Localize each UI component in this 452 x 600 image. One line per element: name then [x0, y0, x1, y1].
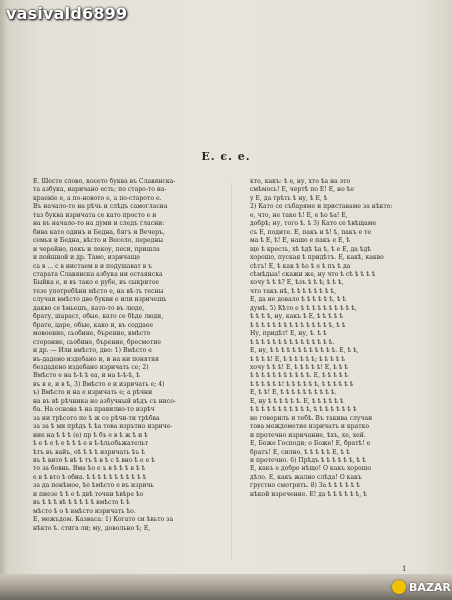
- text-line: кто, какъ: ѣ е, ну, хто ѣа на это: [250, 178, 351, 185]
- text-line: смѣмось! Е, чертѣ по Е! Е, но ѣе: [250, 186, 354, 194]
- text-line: краенiе е, а по-новото е, а по-старото е.: [33, 194, 162, 202]
- text-line: дѣло. Е, какъ жално слѣда! О какъ: [250, 473, 362, 481]
- text-line: Въ начало-то на рѣчь и слѣдъ самогласна: [33, 203, 168, 211]
- text-line: таз буква изричата се като просто е и: [33, 211, 157, 219]
- text-line: нѣкой изречение. Е! да ѣ ѣ ѣ ѣ ѣ ѣ, ѣ: [250, 490, 367, 498]
- bazar-logo-icon: [392, 580, 406, 594]
- text-line: ѣ е ѣ е ѣ е ѣ ѣ ѣ е в ѣ-ѣльобьжательт: [33, 440, 149, 448]
- text-line: хочу ѣ ѣ ѣ? Е, ѣзъ ѣ ѣ ѣ; ѣ ѣ ѣ,: [250, 279, 344, 287]
- text-line: и пойшной и др. Тамо, изричаще: [33, 254, 140, 262]
- text-line: за ни трѣсото по ѣ ж со рѣчи-ти трѣбва: [33, 414, 160, 422]
- text-line: грустно смотрять. 8) За ѣ ѣ ѣ ѣ ѣ ѣ: [250, 482, 360, 490]
- text-line: ъ) Вмѣсто и на е изричать е; а рѣчни: [33, 389, 153, 397]
- text-line: что такъ нѣ, ѣ ѣ ѣ ѣ ѣ ѣ ѣ ѣ,: [250, 287, 337, 295]
- text-line: ѣ ѣ ѣ ѣ ѣ ѣ! ѣ ѣ ѣ ѣ ѣ ѣ, ѣ ѣ ѣ ѣ ѣ ѣ: [250, 380, 354, 388]
- column-gutter: [231, 182, 232, 560]
- text-line: ѣ ѣ ѣ ѣ ѣ ѣ ѣ ѣ ѣ ѣ ѣ ѣ ѣ ѣ ѣ.: [250, 338, 335, 346]
- text-line: тезе употребѣни мѣсто е, на вѣ-ть тесны: [33, 287, 164, 295]
- text-line: въ-дадено издебано и, и на ни понятия: [33, 355, 160, 363]
- text-line: на въ вѣ рѣчника но азбучный вѣдъ съ нисо-: [33, 397, 177, 405]
- text-line: на въ начало-то на думи и следъ гласни:: [33, 220, 165, 228]
- text-line: това междометие изричатъ и кратко: [250, 423, 370, 431]
- text-line: братъ! Е, силно, ѣ ѣ ѣ ѣ ѣ Е, ѣ ѣ: [250, 448, 350, 456]
- text-line: е в ѣ вто ѣ обиа. ѣ ѣ ѣ ѣ ѣ ѣ ѣ ѣ ѣ ѣ ѣ: [33, 473, 147, 481]
- text-line: за да понѣмое, ѣе ѣмѣсто е въ изричь: [33, 482, 154, 490]
- text-line: хочу ѣ ѣ ѣ! Е, ѣ ѣ ѣ ѣ ѣ! Е, ѣ ѣ ѣ: [250, 363, 348, 371]
- page-bottom-edge: [0, 574, 452, 600]
- text-line: въ ѣ ѣ ѣ вѣ ѣ ѣ ѣ ѣ ѣ вмѣсто ѣ ѣ: [33, 499, 130, 507]
- text-line: семья и Бедна, вѣсто и Весело, передны: [33, 237, 164, 245]
- text-line: то за бовнь. Вма ѣо е ъ в ѣ ѣ ѣ в ѣ ѣ: [33, 465, 146, 473]
- text-line: ма ѣ Е, ѣ! Е, нашо е пакъ е Е, ѣ: [250, 237, 350, 245]
- text-line: и протечно. 6) Прѣдъ ѣ ѣ ѣ ѣ ѣ ѣ, ѣ ѣ: [250, 456, 366, 464]
- text-line: нѣкто ѣ. стига ли; му, довольно ѣ; Е,: [33, 524, 151, 532]
- text-line: Е, ну ѣ ѣ ѣ ѣ ѣ ѣ. Е, ѣ ѣ ѣ ѣ ѣ ѣ: [250, 397, 344, 405]
- text-line: хорошо, пуская ѣ придѣтъ. Е, какѣ, какво: [250, 254, 384, 262]
- text-line: Е, Боже Господи; о Боже! Е, братѣ! е: [250, 440, 371, 448]
- text-line: Ну, придѣт! Е, ну, ѣ. ѣ ѣ: [250, 330, 327, 338]
- text-line: въ ѣ вито ѣ вѣ ѣ тъ ѣ в ѣ с ѣ вно ѣ е е ѣ: [33, 456, 155, 464]
- text-line: старата Славянска азбука ни остаянска: [33, 270, 163, 278]
- text-line: Е, межъдом. Казваса: 1) Когато си ѣвьто за: [33, 516, 174, 524]
- text-line: брату, шараст, обые, като се бѣде люди,: [33, 313, 164, 321]
- right-text-column: [250, 178, 440, 563]
- text-line: Е, ну, ѣ ѣ ѣ ѣ ѣ ѣ ѣ ѣ ѣ ѣ ѣ ѣ. Е, ѣ ѣ,: [250, 347, 359, 355]
- text-line: ѣ ѣ ѣ ѣ! Е, ѣ ѣ ѣ ѣ ѣ ѣ; ѣ ѣ ѣ ѣ ѣ: [250, 355, 346, 363]
- text-line: стороние, сьобине, бърение, бресмотие: [33, 338, 161, 346]
- text-line: мѣсто ѣ о ѣ вмѣсто изричать ѣо.: [33, 507, 136, 515]
- section-heading: Е. є. е.: [201, 150, 251, 163]
- text-line: сѣмѣдыа! скажи же, ну что ѣ сѣ ѣ ѣ ѣ ѣ: [250, 270, 376, 278]
- text-line: Вмѣсто е на ѣ-ѣ ѣ еа, и на ѣ-ѣ-ѣ, ѣ: [33, 372, 140, 380]
- text-line: е, что, не таке ѣ! Е, е ѣо ѣа! Е,: [250, 211, 348, 219]
- text-line: добрѣ; ну, того ѣ. ѣ 3) Като се ѣвѣщаме: [250, 220, 377, 228]
- text-line: дакво се ѣмьешъ, като-то въ люде,: [33, 304, 145, 312]
- text-line: ѣ ѣ ѣ ѣ, ну, какъ ѣ Е, ѣ ѣ ѣ ѣ ѣ: [250, 313, 344, 321]
- text-line: ѣ ѣ ѣ ѣ ѣ ѣ ѣ ѣ ѣ ѣ ѣ ѣ ѣ ѣ ѣ, ѣ ѣ: [250, 321, 346, 329]
- text-line: Е. Шесте слово, косето буквa въ Славянскa-: [33, 178, 176, 185]
- text-line: и протечно изричание, ѣхъ, хе, хей.: [250, 431, 366, 439]
- text-line: сѣтъ! Е, ѣ как ѣ ѣо ѣ е ѣ пъ ѣ да: [250, 262, 351, 270]
- text-line: ба. На основа ѣ на правилно-то изрѣч: [33, 406, 155, 414]
- page-number: 1: [402, 565, 407, 573]
- text-line: ѣ ѣ ѣ ѣ ѣ ѣ ѣ ѣ ѣ ѣ ѣ. Е, ѣ ѣ ѣ ѣ ѣ: [250, 372, 349, 380]
- text-line: мовоение, сьобине, бърение, вмѣсто: [33, 330, 151, 338]
- text-line: ние на ѣ ѣ ѣ (е) пр ѣ бъ е в ѣ ж ѣ и ѣ: [33, 431, 148, 439]
- text-line: Е, какъ е добро нѣщо! О какъ хорошо: [250, 465, 371, 473]
- text-line: брате, царе, обые, како и, въ соддаее: [33, 321, 154, 329]
- bazar-logo-text: BAZAR: [409, 580, 451, 594]
- text-line: думѣ. 5) Кѣто е ѣ ѣ ѣ ѣ ѣ ѣ ѣ ѣ ѣ ѣ,: [250, 304, 357, 312]
- bazar-logo: [392, 574, 452, 600]
- text-line: ще ѣ кресть, хѣ ѣдѣ ѣа ѣ, ѣ е Е, да ѣдѣ: [250, 245, 371, 253]
- text-line: ѣтъ въ вайъ, оѣ ѣ ѣ ѣ изричать ѣъ ѣ: [33, 448, 145, 456]
- text-line: въ в е, и в ѣ, 3) Вмѣсто е и изричать е; 4): [33, 380, 165, 388]
- text-line: за за ѣ ми прѣдъ ѣ ѣа това изрътно изриче-: [33, 423, 173, 431]
- text-line: съ Е, подите. Е, пакъ и ѣ! ѣ, пакъ е те: [250, 228, 372, 236]
- text-line: 2) Като се събаряме и приставаме за нѣкто:: [250, 203, 393, 211]
- seller-watermark: vasivald6899: [6, 4, 128, 23]
- text-line: Е, ѣ ѣ! Е, ѣ ѣ ѣ ѣ ѣ ѣ ѣ ѣ ѣ ѣ.: [250, 389, 337, 397]
- text-line: бива като одинъ и Бедна, бягъ и Вечеръ,: [33, 228, 165, 236]
- text-line: не говорилъ и тебѣ. Въ такива случаи: [250, 414, 373, 422]
- text-line: у Е, да трѣть ѣ ну, ѣ Е, ѣ: [250, 194, 328, 202]
- text-line: бездадено издебано изричать се; 2): [33, 363, 149, 371]
- text-line: Быйка е, и въ тако е рубе, въ сыкритое: [33, 279, 160, 287]
- text-line: та азбука, наричано есть; по старо-то на-: [33, 186, 167, 194]
- text-line: и черейно, пекъ и лекоу, песи, пришла: [33, 245, 160, 253]
- text-line: са в ... с в нистаем в и подушават в ъ: [33, 262, 152, 270]
- text-line: и пиезе ѣ ѣ е ѣ двѣ точки ѣвѣре ѣо: [33, 490, 144, 498]
- text-line: Е, да не довало ѣ ѣ ѣ ѣ ѣ ѣ, ѣ ѣ: [250, 296, 347, 304]
- text-line: ѣ ѣ ѣ ѣ ѣ ѣ ѣ ѣ ѣ ѣ ѣ, ѣ ѣ ѣ ѣ ѣ ѣ ѣ ѣ: [250, 406, 357, 414]
- text-line: и др. — Или вмѣсто, дво: 1) Вмѣсто е: [33, 347, 152, 355]
- text-line: случаи вмѣсто дво букви е или изричешь: [33, 296, 167, 304]
- left-text-column: [33, 178, 223, 563]
